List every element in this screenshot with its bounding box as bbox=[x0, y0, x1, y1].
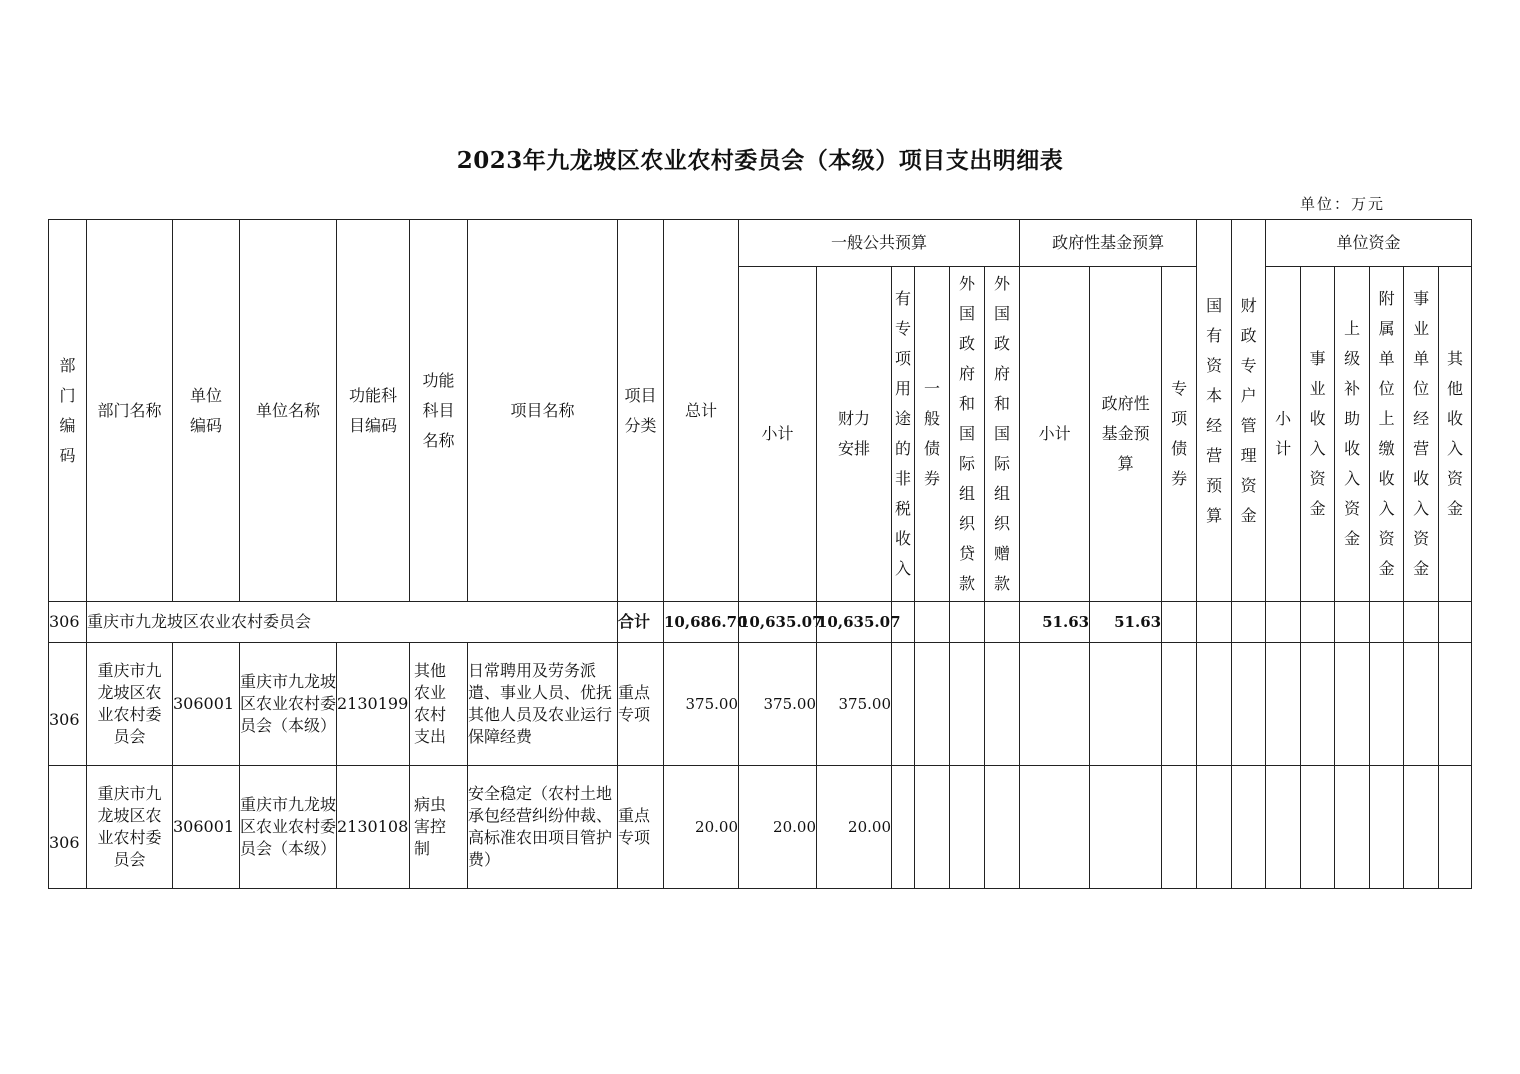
row-gf-subtotal bbox=[1020, 766, 1090, 889]
row-uf-operating bbox=[1404, 766, 1439, 889]
hdr-proj-name: 项目名称 bbox=[468, 220, 618, 602]
row-gb-subtotal: 20.00 bbox=[739, 766, 817, 889]
summary-label: 合计 bbox=[618, 602, 664, 643]
row-uf-business bbox=[1301, 643, 1335, 766]
row-uf-affiliated bbox=[1370, 766, 1404, 889]
summary-dept-code: 306 bbox=[49, 602, 87, 643]
row-fiscal-special bbox=[1232, 643, 1266, 766]
hdr-uf-other: 其他收入资金 bbox=[1439, 267, 1472, 602]
table-row bbox=[49, 643, 1472, 766]
hdr-uf-affiliated: 附属单位上缴收入资金 bbox=[1370, 267, 1404, 602]
row-gb-fiscal: 375.00 bbox=[817, 643, 892, 766]
row-func-name: 其他农业农村支出 bbox=[410, 643, 468, 766]
hdr-gb-nontax: 有专项用途的非税收入 bbox=[892, 267, 915, 602]
row-unit-name: 重庆市九龙坡区农业农村委员会（本级） bbox=[240, 643, 337, 766]
project-expenditure-table bbox=[48, 219, 1472, 889]
hdr-proj-type: 项目分类 bbox=[618, 220, 664, 602]
row-uf-subsidy bbox=[1335, 766, 1370, 889]
hdr-unit-funds: 单位资金 bbox=[1266, 220, 1472, 267]
hdr-uf-subsidy: 上级补助收入资金 bbox=[1335, 267, 1370, 602]
header-row-1 bbox=[49, 220, 1472, 267]
hdr-gb-fiscal: 财力安排 bbox=[817, 267, 892, 602]
row-gb-loans bbox=[950, 643, 985, 766]
row-func-code: 2130199 bbox=[337, 643, 410, 766]
summary-fiscal-special bbox=[1232, 602, 1266, 643]
hdr-uf-operating: 事业单位经营收入资金 bbox=[1404, 267, 1439, 602]
hdr-gf-budget: 政府性基金预算 bbox=[1090, 267, 1162, 602]
hdr-gb-subtotal: 小计 bbox=[739, 267, 817, 602]
hdr-gf-bonds: 专项债券 bbox=[1162, 267, 1197, 602]
summary-gb-subtotal: 10,635.07 bbox=[739, 602, 817, 643]
unit-label: 单位：万元 bbox=[1300, 195, 1386, 213]
row-dept-code: 306 bbox=[49, 766, 87, 889]
summary-uf-other bbox=[1439, 602, 1472, 643]
row-gf-bonds bbox=[1162, 766, 1197, 889]
summary-uf-subtotal bbox=[1266, 602, 1301, 643]
row-gb-subtotal: 375.00 bbox=[739, 643, 817, 766]
summary-total: 10,686.70 bbox=[664, 602, 739, 643]
row-gb-nontax bbox=[892, 766, 915, 889]
row-uf-operating bbox=[1404, 643, 1439, 766]
row-gf-budget bbox=[1090, 643, 1162, 766]
summary-uf-business bbox=[1301, 602, 1335, 643]
row-proj-name: 安全稳定（农村土地承包经营纠纷仲裁、高标准农田项目管护费） bbox=[468, 766, 618, 889]
row-gb-grants bbox=[985, 766, 1020, 889]
summary-gb-loans bbox=[950, 602, 985, 643]
hdr-gov-fund-budget: 政府性基金预算 bbox=[1020, 220, 1197, 267]
table-row bbox=[49, 766, 1472, 889]
summary-dept-name: 重庆市九龙坡区农业农村委员会 bbox=[87, 602, 618, 643]
summary-state-capital bbox=[1197, 602, 1232, 643]
row-state-capital bbox=[1197, 766, 1232, 889]
row-unit-name: 重庆市九龙坡区农业农村委员会（本级） bbox=[240, 766, 337, 889]
row-gf-subtotal bbox=[1020, 643, 1090, 766]
row-proj-type: 重点专项 bbox=[618, 766, 664, 889]
row-gb-grants bbox=[985, 643, 1020, 766]
hdr-dept-code: 部门编码 bbox=[49, 220, 87, 602]
row-gb-loans bbox=[950, 766, 985, 889]
row-uf-subsidy bbox=[1335, 643, 1370, 766]
summary-gf-budget: 51.63 bbox=[1090, 602, 1162, 643]
row-total: 20.00 bbox=[664, 766, 739, 889]
row-unit-code: 306001 bbox=[173, 766, 240, 889]
row-gb-bonds bbox=[915, 643, 950, 766]
summary-gb-fiscal: 10,635.07 bbox=[817, 602, 892, 643]
row-uf-other bbox=[1439, 766, 1472, 889]
row-gb-fiscal: 20.00 bbox=[817, 766, 892, 889]
page-title: 2023年九龙坡区农业农村委员会（本级）项目支出明细表 bbox=[456, 147, 1064, 174]
hdr-state-capital: 国有资本经营预算 bbox=[1197, 220, 1232, 602]
hdr-func-name: 功能科目名称 bbox=[410, 220, 468, 602]
summary-gf-bonds bbox=[1162, 602, 1197, 643]
row-fiscal-special bbox=[1232, 766, 1266, 889]
hdr-func-code: 功能科目编码 bbox=[337, 220, 410, 602]
row-gf-bonds bbox=[1162, 643, 1197, 766]
row-uf-subtotal bbox=[1266, 766, 1301, 889]
hdr-uf-business: 事业收入资金 bbox=[1301, 267, 1335, 602]
hdr-unit-code: 单位编码 bbox=[173, 220, 240, 602]
row-func-name: 病虫害控制 bbox=[410, 766, 468, 889]
summary-gf-subtotal: 51.63 bbox=[1020, 602, 1090, 643]
hdr-fiscal-special: 财政专户管理资金 bbox=[1232, 220, 1266, 602]
row-uf-business bbox=[1301, 766, 1335, 889]
row-gb-nontax bbox=[892, 643, 915, 766]
row-proj-name: 日常聘用及劳务派遣、事业人员、优抚其他人员及农业运行保障经费 bbox=[468, 643, 618, 766]
hdr-dept-name: 部门名称 bbox=[87, 220, 173, 602]
summary-gb-bonds bbox=[915, 602, 950, 643]
hdr-gb-grants: 外国政府和国际组织赠款 bbox=[985, 267, 1020, 602]
row-uf-affiliated bbox=[1370, 643, 1404, 766]
row-dept-code: 306 bbox=[49, 643, 87, 766]
hdr-general-budget: 一般公共预算 bbox=[739, 220, 1020, 267]
summary-uf-affiliated bbox=[1370, 602, 1404, 643]
summary-row bbox=[49, 602, 1472, 643]
row-gf-budget bbox=[1090, 766, 1162, 889]
hdr-gb-loans: 外国政府和国际组织贷款 bbox=[950, 267, 985, 602]
hdr-total: 总计 bbox=[664, 220, 739, 602]
hdr-gb-bonds: 一般债券 bbox=[915, 267, 950, 602]
row-total: 375.00 bbox=[664, 643, 739, 766]
row-proj-type: 重点专项 bbox=[618, 643, 664, 766]
row-dept-name: 重庆市九龙坡区农业农村委员会 bbox=[87, 643, 173, 766]
hdr-uf-subtotal: 小计 bbox=[1266, 267, 1301, 602]
row-uf-subtotal bbox=[1266, 643, 1301, 766]
row-func-code: 2130108 bbox=[337, 766, 410, 889]
row-uf-other bbox=[1439, 643, 1472, 766]
row-dept-name: 重庆市九龙坡区农业农村委员会 bbox=[87, 766, 173, 889]
summary-uf-subsidy bbox=[1335, 602, 1370, 643]
summary-uf-operating bbox=[1404, 602, 1439, 643]
summary-gb-grants bbox=[985, 602, 1020, 643]
hdr-unit-name: 单位名称 bbox=[240, 220, 337, 602]
hdr-gf-subtotal: 小计 bbox=[1020, 267, 1090, 602]
row-unit-code: 306001 bbox=[173, 643, 240, 766]
row-gb-bonds bbox=[915, 766, 950, 889]
row-state-capital bbox=[1197, 643, 1232, 766]
